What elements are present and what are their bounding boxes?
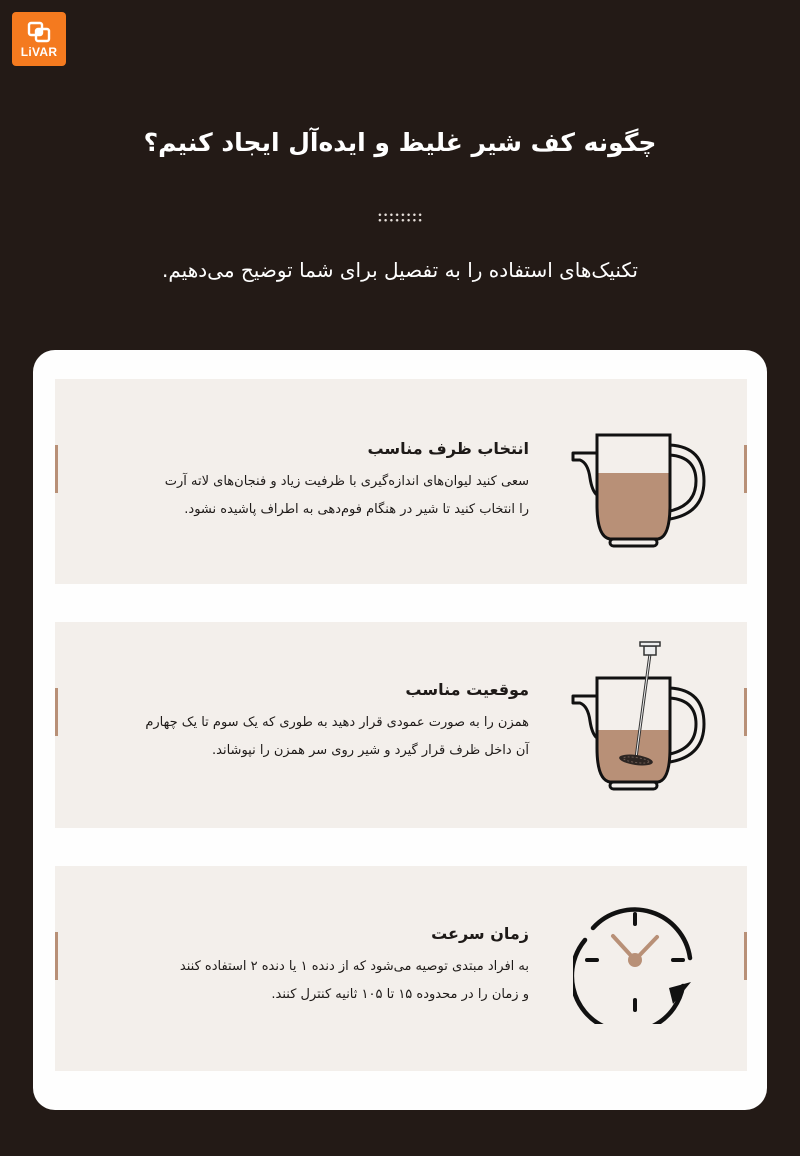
pitcher-with-frother-icon <box>570 640 710 792</box>
tip-title: موقعیت مناسب <box>405 680 529 699</box>
milk-pitcher-icon <box>570 433 710 549</box>
tip-line: به افراد مبتدی توصیه می‌شود که از دنده ۱ یا دنده ۲ استفاده کنند <box>179 959 529 974</box>
tip-panel-position <box>55 622 747 828</box>
tips-card <box>33 350 767 1110</box>
livar-logo[interactable] <box>12 12 66 66</box>
tip-text-position <box>145 680 529 765</box>
logo-mark-icon <box>27 21 51 43</box>
tip-panel-speed-time <box>55 866 747 1071</box>
tip-line: سعی کنید لیوان‌های اندازه‌گیری با ظرفیت زیاد و فنجان‌های لاته آرت <box>164 474 529 489</box>
page-subtitle: تکنیک‌های استفاده را به تفصیل برای شما توضیح می‌دهیم. <box>162 258 638 282</box>
tip-title: انتخاب ظرف مناسب <box>367 439 529 458</box>
tip-line: را انتخاب کنید تا شیر در هنگام فوم‌دهی به اطراف پاشیده نشود. <box>184 502 529 517</box>
accent-bar-right <box>744 445 747 493</box>
accent-bar-right <box>744 688 747 736</box>
accent-bar-left <box>55 932 58 980</box>
accent-bar-right <box>744 932 747 980</box>
dotted-divider <box>377 212 423 224</box>
accent-bar-left <box>55 445 58 493</box>
tip-text-speed-time <box>180 924 529 1009</box>
tip-text-vessel <box>165 439 529 524</box>
accent-bar-left <box>55 688 58 736</box>
tip-panel-vessel <box>55 379 747 584</box>
tip-title: زمان سرعت <box>431 924 529 943</box>
logo-text: LiVAR <box>20 45 58 59</box>
clock-timer-icon <box>573 900 697 1024</box>
page-title: چگونه کف شیر غلیظ و ایده‌آل ایجاد کنیم؟ <box>143 128 657 157</box>
tip-line: آن داخل ظرف قرار گیرد و شیر روی سر همزن را نپوشاند. <box>212 743 529 758</box>
tip-line: همزن را به صورت عمودی قرار دهید به طوری که یک سوم تا یک چهارم <box>145 715 529 730</box>
tip-line: و زمان را در محدوده ۱۵ تا ۱۰۵ ثانیه کنترل کنند. <box>271 987 529 1002</box>
